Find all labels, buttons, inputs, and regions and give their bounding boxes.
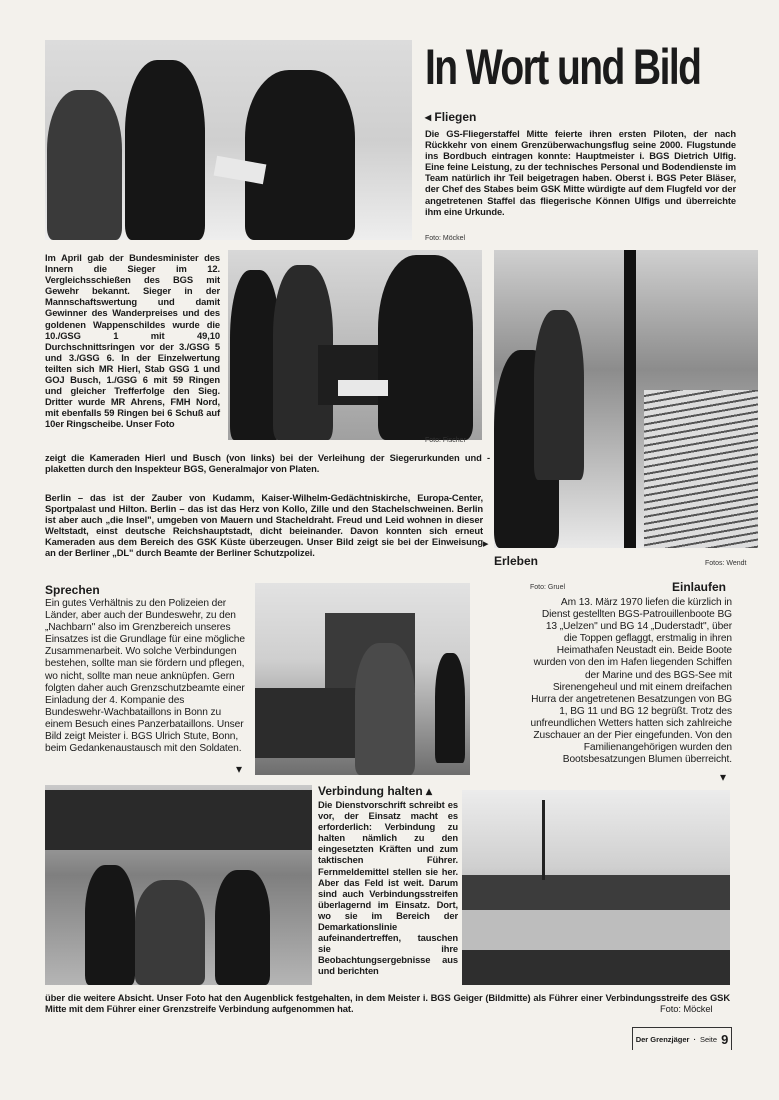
fliegen-heading: [425, 110, 476, 124]
photo-verbindung: [45, 785, 312, 985]
page-footer: [632, 1027, 732, 1050]
sprechen-text: Ein gutes Verhältnis zu den Polizeien der Länder, aber auch der Bundeswehr, zu den „Nachbarn" also im Grenzbereich unseres Einsatzes ist die Grundlage für eine mögliche Zusammenarbeit. Wo solche Verbindungen bestehen, sollte man sie fördern und pflegen, wo nicht, sollte man neue anknüpfen. Gern folgten daher auch Grenzschutzbeamte einer Einladung der 4. Kompanie des Bundeswehr-Wachbataillons in Bonn zu einem Besuch eines Panzerbataillons. Unser Bild zeigt Meister i. BGS Ulrich Stute, Bonn, beim Gedankenaustausch mit den Soldaten.: [45, 598, 245, 755]
photo-shooting-award: [228, 250, 482, 440]
arrow-down-icon: ▾: [236, 762, 243, 776]
einlaufen-heading: Einlaufen: [672, 580, 727, 594]
sprechen-credit: Foto: Gruel: [530, 584, 566, 591]
arrow-down-icon: ▾: [720, 770, 727, 784]
photo-credit: Foto: Fischer: [425, 437, 466, 444]
verbindung-heading: [318, 784, 432, 798]
photo-flieger-award: [45, 40, 412, 240]
verbindung-credit: Foto: Möckel: [660, 1003, 713, 1014]
photo-berlin: [494, 250, 758, 548]
arrow-up-icon: ▴: [426, 784, 433, 798]
arrow-left-icon: ◂: [425, 110, 432, 124]
verbindung-caption: über die weitere Absicht. Unser Foto hat den Augenblick festgehalten, in dem Meister i. BGS Geiger (Bildmitte) als Führer einer Verbindungsstreife des GSK Mitte mit dem Führer einer Grenzstreife Verbindung aufgenommen hat.: [45, 992, 730, 1015]
page-number: 9: [721, 1031, 729, 1047]
erleben-credit: Fotos: Wendt: [705, 560, 747, 567]
fliegen-text: Die GS-Fliegerstaffel Mitte feierte ihren ersten Piloten, der nach Rückkehr von einem Grenzüberwachungsflug seine 2000. Flugstunde ins Bordbuch eintragen konnte: Hauptmeister i. BGS Dietrich Ulfig. Eine feine Leistung, zu der technisches Personal und Bodendienste im Team natürlich ihr Teil beigetragen haben. Oberst i. BGS Peter Bläser, der Chef des Stabes beim GSK Mitte würdigte auf dem Flugfeld vor der angetretenen Staffel das fliegerische Können Ulfigs und überreichte ihm eine Urkunde.: [425, 128, 736, 217]
berlin-text: Berlin – das ist der Zauber von Kudamm, Kaiser-Wilhelm-Gedächtniskirche, Europa-Center, Sportpalast und Hilton. Berlin – das ist das Herz von Kollo, Zille und den Stachelschweinen. Berlin ist aber auch „die Insel", umgeben von Mauern und Stacheldraht. Freud und Leid wohnen in dieser Weltstadt, einst deutsche Reichshauptstadt, dicht beieinander. Davon konnten sich erneut Kameraden aus dem Bereich des GSK Küste überzeugen. Unser Bild zeigt sie bei der Einweisung an der Berliner „DL" durch Beamte der Berliner Schutzpolizei.: [45, 492, 483, 559]
verbindung-heading-text: Verbindung halten: [318, 784, 423, 798]
fliegen-heading-text: Fliegen: [434, 110, 477, 124]
arrow-right-icon: ▸: [483, 538, 489, 550]
sprechen-heading: Sprechen: [45, 583, 100, 597]
separator: ·: [693, 1034, 696, 1044]
publication-name: Der Grenzjäger: [635, 1034, 690, 1044]
verbindung-text: Die Dienstvorschrift schreibt es vor, der Einsatz macht es erforderlich: Verbindung zu halten nämlich zu den eingesetzten Kräften und zum taktischen Führer. Fernmeldemittel stellen sie her. Aber das Feld ist weit. Darum sind auch Verbindungsstreifen überlagernd im Einsatz. Dort, wo sie im Bereich der Demarkationslinie aufeinandertreffen, tauschen sie ihre Beobachtungsergebnisse aus und berichten: [318, 799, 458, 977]
schiessen-caption: zeigt die Kameraden Hierl und Busch (von links) bei der Verleihung der Siegerurkunden und -plaketten durch den Inspekteur BGS, Generalmajor von Platen.: [45, 452, 490, 475]
einlaufen-text: Am 13. März 1970 liefen die kürzlich in Dienst gestellten BGS-Patrouillenboote BG 13 „Uelzen" und BG 14 „Duderstadt", über die Toppen geflaggt, erstmalig in ihren Heimathafen Neustadt ein. Beide Boote wurden von den im Hafen liegenden Schiffen der Marine und des BGS-See mit Sirenengeheul und mit einem dreifachen Hurra der angetretenen Besatzungen von BG 1, BG 11 und BG 12 begrüßt. Trotz des unfreundlichen Wetters hatten sich zahlreiche Zuschauer an der Pier eingefunden. Von den Familienangehörigen wurden den Bootsbesatzungen Blumen überreicht.: [530, 597, 732, 766]
photo-boats: [462, 790, 730, 985]
erleben-heading: Erleben: [494, 554, 539, 568]
page-label: Seite: [699, 1034, 718, 1044]
page-title: In Wort und Bild: [425, 39, 701, 95]
photo-sprechen: [255, 583, 470, 775]
fliegen-credit: Foto: Möckel: [425, 235, 466, 242]
schiessen-text: Im April gab der Bundesminister des Innern die Sieger im 12. Vergleichsschießen des BGS mit Gewehr bekannt. Sieger in der Mannschaftswertung und damit Gewinner des Wanderpreises und des goldenen Wappenschildes wurde die 10./GSG 1 mit 49,10 Durchschnittsringen vor der 3./GSG 5 und 3./GSG 6. In der Einzelwertung teilten sich MR Hierl, Stab GSG 1 und GOJ Busch, 1./GSG 6 mit 59 Ringen und gleicher Trefferfolge den Sieg. Dritter wurde MR Ahrens, FMH Nord, mit ebenfalls 59 Ringen bei 6 Schuß auf 10er Ringscheibe. Unser Foto: [45, 252, 220, 430]
